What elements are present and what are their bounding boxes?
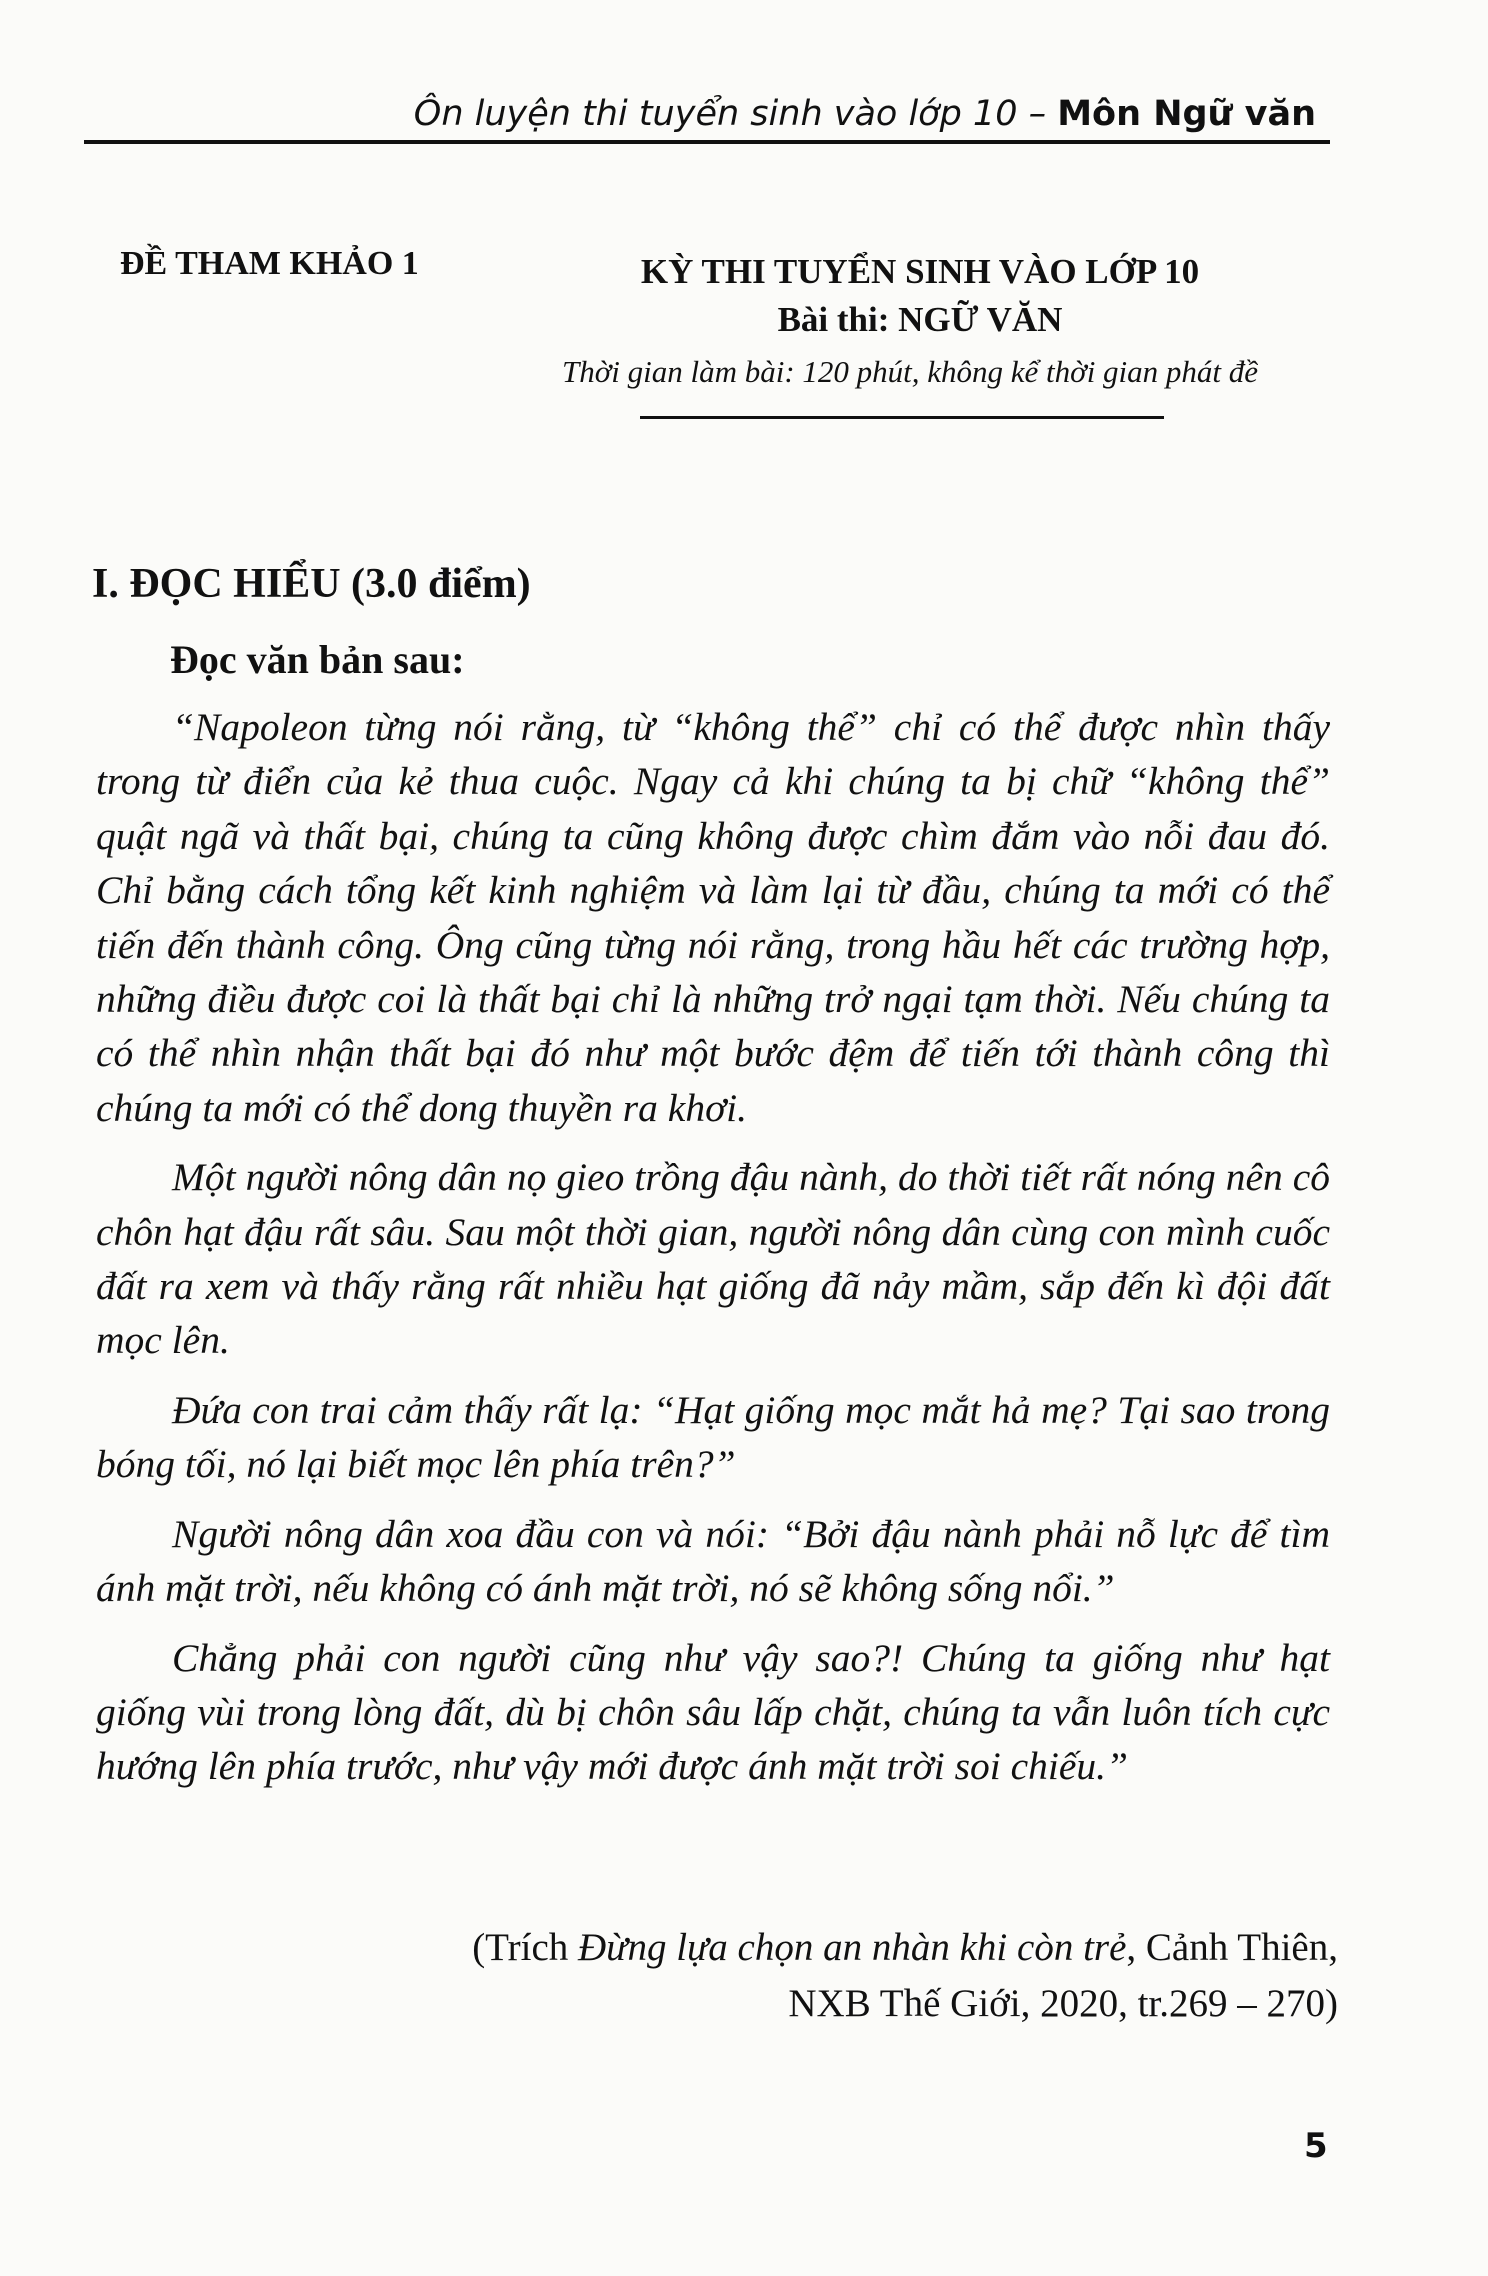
title-divider (640, 416, 1164, 419)
exam-time-note: Thời gian làm bài: 120 phút, không kể thời gian phát đề (561, 354, 1259, 389)
citation-publisher: NXB Thế Giới, 2020, tr.269 – 270) (788, 1982, 1338, 2025)
exam-label: ĐỀ THAM KHẢO 1 (120, 245, 419, 282)
running-title-subject: Môn Ngữ văn (1057, 94, 1316, 134)
passage-paragraph: Đứa con trai cảm thấy rất lạ: “Hạt giống mọc mắt hả mẹ? Tại sao trong bóng tối, nó lại biết mọc lên phía trên?” (96, 1387, 1330, 1487)
passage-paragraph: Người nông dân xoa đầu con và nói: “Bởi đậu nành phải nỗ lực để tìm ánh mặt trời, nếu không có ánh mặt trời, nó sẽ không sống nổi.” (96, 1511, 1330, 1611)
passage-paragraph: Một người nông dân nọ gieo trồng đậu nành, do thời tiết rất nóng nên cô chôn hạt đậu rất sâu. Sau một thời gian, người nông dân cùng con mình cuốc đất ra xem và thấy rằng rất nhiều hạt giống đã nảy mầm, sắp đến kì đội đất mọc lên. (96, 1155, 1330, 1363)
reading-instruction: Đọc văn bản sau: (170, 637, 465, 682)
passage-paragraph: Chẳng phải con người cũng như vậy sao?! Chúng ta giống như hạt giống vùi trong lòng đất, dù bị chôn sâu lấp chặt, chúng ta vẫn luôn tích cực hướng lên phía trước, như vậy mới được ánh mặt trời soi chiếu.” (96, 1635, 1330, 1789)
section-heading: I. ĐỌC HIỂU (3.0 điểm) (92, 561, 531, 607)
running-title (414, 92, 1316, 136)
citation-book-title: Đừng lựa chọn an nhàn khi còn trẻ (578, 1926, 1127, 1969)
citation-line-1 (338, 1920, 1338, 1976)
page-number: 5 (1304, 2126, 1328, 2166)
exam-subject: Bài thi: NGỮ VĂN (777, 300, 1063, 339)
citation-author: , Cảnh Thiên, (1126, 1926, 1338, 1969)
running-title-series: Ôn luyện thi tuyển sinh vào lớp 10 – (413, 94, 1058, 134)
passage-paragraph: “Napoleon từng nói rằng, từ “không thể” chỉ có thể được nhìn thấy trong từ điển của kẻ thua cuộc. Ngay cả khi chúng ta bị chữ “không thể” quật ngã và thất bại, chúng ta cũng không được chìm đắm vào nỗi đau đó. Chỉ bằng cách tổng kết kinh nghiệm và làm lại từ đầu, chúng ta mới có thể tiến đến thành công. Ông cũng từng nói rằng, trong hầu hết các trường hợp, những điều được coi là thất bại chỉ là những trở ngại tạm thời. Nếu chúng ta có thể nhìn nhận thất bại đó như một bước đệm để tiến tới thành công thì chúng ta mới có thể dong thuyền ra khơi. (96, 705, 1330, 1130)
exam-title: KỲ THI TUYỂN SINH VÀO LỚP 10 (640, 252, 1200, 291)
source-citation (338, 1920, 1338, 2032)
reading-passage (96, 700, 1330, 1809)
citation-prefix: (Trích (472, 1926, 579, 1969)
running-header (84, 92, 1330, 144)
